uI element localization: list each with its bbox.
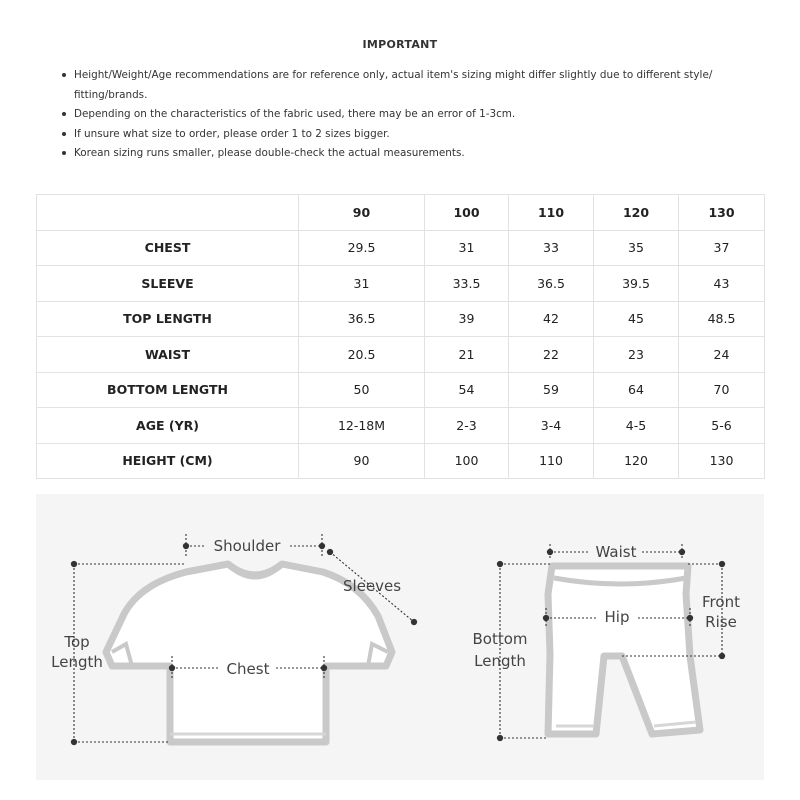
value-cell: 20.5 bbox=[299, 337, 425, 373]
row-label-cell: CHEST bbox=[37, 230, 299, 266]
table-row bbox=[37, 443, 765, 479]
row-label-cell: BOTTOM LENGTH bbox=[37, 372, 299, 408]
value-cell: 35 bbox=[594, 230, 679, 266]
top-length-label-line2: Length bbox=[51, 653, 103, 671]
header-size-cell: 120 bbox=[594, 195, 679, 231]
measurement-diagram bbox=[0, 494, 800, 794]
value-cell: 45 bbox=[594, 301, 679, 337]
row-label-cell: TOP LENGTH bbox=[37, 301, 299, 337]
value-cell: 33 bbox=[509, 230, 594, 266]
table-row bbox=[37, 266, 765, 302]
value-cell: 3-4 bbox=[509, 408, 594, 444]
shoulder-label: Shoulder bbox=[213, 537, 281, 555]
note-item: Korean sizing runs smaller, please double-check the actual measurements. bbox=[74, 144, 774, 164]
waist-label: Waist bbox=[595, 543, 637, 561]
note-item: Height/Weight/Age recommendations are for reference only, actual item's sizing might differ slightly due to different style/ fitting/brands. bbox=[74, 66, 774, 105]
value-cell: 5-6 bbox=[679, 408, 765, 444]
table-row bbox=[37, 408, 765, 444]
sleeves-label: Sleeves bbox=[343, 577, 402, 595]
value-cell: 23 bbox=[594, 337, 679, 373]
header-size-cell: 90 bbox=[299, 195, 425, 231]
value-cell: 12-18M bbox=[299, 408, 425, 444]
value-cell: 36.5 bbox=[509, 266, 594, 302]
value-cell: 21 bbox=[425, 337, 509, 373]
chest-label: Chest bbox=[226, 660, 270, 678]
value-cell: 37 bbox=[679, 230, 765, 266]
value-cell: 22 bbox=[509, 337, 594, 373]
value-cell: 50 bbox=[299, 372, 425, 408]
value-cell: 31 bbox=[299, 266, 425, 302]
hip-label: Hip bbox=[604, 608, 630, 626]
row-label-cell: AGE (YR) bbox=[37, 408, 299, 444]
header-empty-cell bbox=[37, 195, 299, 231]
table-row bbox=[37, 230, 765, 266]
value-cell: 110 bbox=[509, 443, 594, 479]
value-cell: 100 bbox=[425, 443, 509, 479]
value-cell: 31 bbox=[425, 230, 509, 266]
note-item: Depending on the characteristics of the fabric used, there may be an error of 1-3cm. bbox=[74, 105, 774, 125]
value-cell: 54 bbox=[425, 372, 509, 408]
row-label-cell: HEIGHT (CM) bbox=[37, 443, 299, 479]
value-cell: 4-5 bbox=[594, 408, 679, 444]
value-cell: 90 bbox=[299, 443, 425, 479]
size-chart-table bbox=[36, 194, 765, 479]
value-cell: 43 bbox=[679, 266, 765, 302]
value-cell: 39 bbox=[425, 301, 509, 337]
row-label-cell: WAIST bbox=[37, 337, 299, 373]
header-size-cell: 130 bbox=[679, 195, 765, 231]
top-length-label-line1: Top bbox=[64, 633, 90, 651]
value-cell: 24 bbox=[679, 337, 765, 373]
table-header-row bbox=[37, 195, 765, 231]
table-row bbox=[37, 301, 765, 337]
value-cell: 36.5 bbox=[299, 301, 425, 337]
header-size-cell: 100 bbox=[425, 195, 509, 231]
bottom-length-label-line2: Length bbox=[474, 652, 526, 670]
row-label-cell: SLEEVE bbox=[37, 266, 299, 302]
important-title: IMPORTANT bbox=[362, 38, 438, 51]
pants-illustration bbox=[548, 566, 700, 734]
front-rise-label-line1: Front bbox=[702, 593, 740, 611]
note-item: If unsure what size to order, please order 1 to 2 sizes bigger. bbox=[74, 125, 774, 145]
value-cell: 48.5 bbox=[679, 301, 765, 337]
table-row bbox=[37, 372, 765, 408]
value-cell: 64 bbox=[594, 372, 679, 408]
value-cell: 130 bbox=[679, 443, 765, 479]
value-cell: 120 bbox=[594, 443, 679, 479]
value-cell: 29.5 bbox=[299, 230, 425, 266]
important-notes-list bbox=[60, 66, 774, 164]
value-cell: 39.5 bbox=[594, 266, 679, 302]
header-size-cell: 110 bbox=[509, 195, 594, 231]
table-row bbox=[37, 337, 765, 373]
value-cell: 2-3 bbox=[425, 408, 509, 444]
bottom-length-label-line1: Bottom bbox=[472, 630, 528, 648]
front-rise-label-line2: Rise bbox=[705, 613, 737, 631]
value-cell: 70 bbox=[679, 372, 765, 408]
value-cell: 59 bbox=[509, 372, 594, 408]
value-cell: 42 bbox=[509, 301, 594, 337]
value-cell: 33.5 bbox=[425, 266, 509, 302]
